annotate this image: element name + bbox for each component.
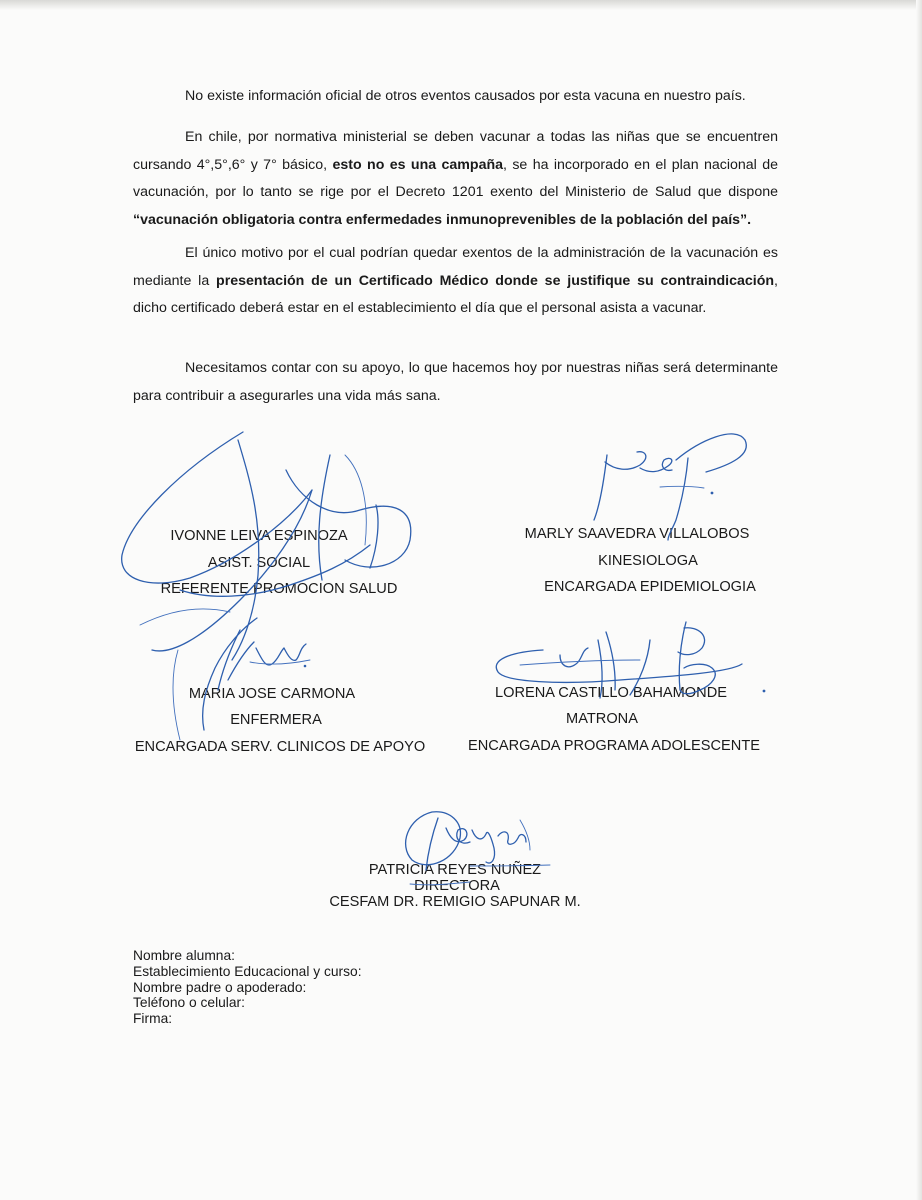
signatory-dept: ENCARGADA PROGRAMA ADOLESCENTE	[468, 738, 760, 754]
signatory-dept: REFERENTE PROMOCION SALUD	[160, 581, 398, 597]
form-label-signature: Firma:	[133, 1011, 173, 1027]
form-label-guardian: Nombre padre o apoderado:	[133, 979, 307, 995]
signatory-name: PATRICIA REYES NUÑEZ	[368, 862, 542, 878]
signature-ivonne-leiva	[122, 432, 411, 660]
paragraph-apoyo	[133, 355, 778, 410]
signatory-role: KINESIOLOGA	[598, 553, 698, 569]
paragraph-text: Necesitamos contar con su apoyo, lo que hacemos hoy por nuestras niñas será determinante para contribuir a asegurarles una vida más sana.	[133, 360, 778, 404]
paragraph-normativa	[133, 124, 778, 234]
signatory-dept: CESFAM DR. REMIGIO SAPUNAR M.	[329, 894, 581, 910]
signatory-role: ENFERMERA	[230, 712, 322, 728]
paragraph-text: El único motivo por el cual podrían quedar exentos de la administración de la vacunación es mediante la	[133, 245, 778, 289]
signatory-name: LORENA CASTILLO BAHAMONDE	[495, 685, 727, 701]
paragraph-text: No existe información oficial de otros eventos causados por esta vacuna en nuestro país.	[185, 88, 746, 104]
signatory-role: MATRONA	[566, 711, 638, 727]
bold-text: esto no es una campaña	[332, 156, 504, 173]
paragraph-no-info	[133, 83, 778, 111]
signatory-role: DIRECTORA	[414, 878, 500, 894]
bold-text: presentación de un Certificado Médico donde se justifique su contraindicación	[216, 272, 775, 289]
form-label-school: Establecimiento Educacional y curso:	[133, 963, 362, 979]
signatory-name: MARIA JOSE CARMONA	[188, 686, 356, 702]
signatory-name: MARLY SAAVEDRA VILLALOBOS	[524, 526, 750, 542]
paragraph-text: , se ha incorporado en el plan nacional de vacunación, por lo tanto se rige por el Decreto 1201 exento del Ministerio de Salud que dispone	[133, 156, 778, 200]
paragraph-text: En chile, por normativa ministerial se deben vacunar a todas las niñas que se encuentren cursando 4°,5°,6° y 7° básico,	[133, 129, 778, 173]
signatory-dept: ENCARGADA EPIDEMIOLOGIA	[544, 579, 756, 595]
bold-quote: “vacunación obligatoria contra enfermedades inmunoprevenibles de la población del país”.	[133, 211, 752, 228]
scan-top-edge	[0, 0, 922, 10]
paragraph-exencion	[133, 240, 778, 323]
paragraph-text: , dicho certificado deberá estar en el establecimiento el día que el personal asista a vacunar.	[133, 272, 778, 316]
signatory-role: ASIST. SOCIAL	[207, 555, 311, 571]
scan-right-edge	[916, 0, 922, 1200]
form-label-student: Nombre alumna:	[133, 948, 235, 963]
student-form	[133, 948, 362, 1027]
signatory-dept: ENCARGADA SERV. CLINICOS DE APOYO	[134, 739, 426, 755]
form-label-phone: Teléfono o celular:	[133, 995, 245, 1011]
signatory-name: IVONNE LEIVA ESPINOZA	[170, 528, 348, 544]
